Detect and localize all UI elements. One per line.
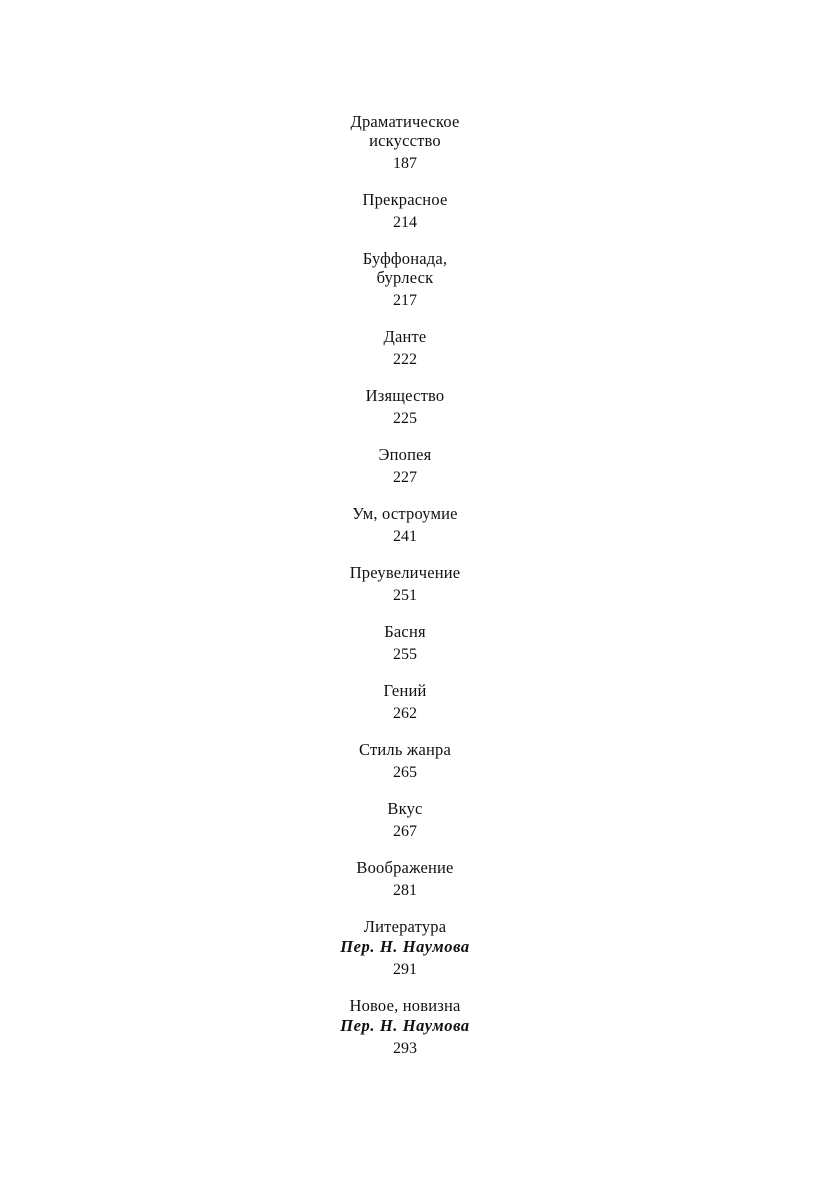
toc-entry-page-number: 267 <box>393 823 417 840</box>
toc-entry-title-line: Литература <box>363 917 447 936</box>
toc-entry-title-line: бурлеск <box>376 268 434 287</box>
toc-entry-title-line: Вкус <box>387 799 423 818</box>
toc-entry-title <box>285 445 525 464</box>
toc-entry-title <box>285 996 525 1015</box>
toc-entry-title-line: искусство <box>369 131 441 150</box>
toc-entry-title-line: Изящество <box>365 386 445 405</box>
toc-entry <box>285 858 525 900</box>
toc-entry <box>285 112 525 173</box>
toc-entry-title-line: Прекрасное <box>362 190 448 209</box>
toc-entry-title <box>285 622 525 641</box>
toc-entry-page-number: 217 <box>393 292 417 309</box>
toc-entry-title <box>285 917 525 936</box>
toc-entry-title <box>285 858 525 877</box>
toc-entry-page-number: 265 <box>393 764 417 781</box>
toc-entry-title <box>285 112 525 150</box>
toc-entry <box>285 190 525 232</box>
toc-entry <box>285 740 525 782</box>
toc-entry <box>285 799 525 841</box>
toc-entry-title-line: Ум, остроумие <box>352 504 458 523</box>
toc-entry-page-number: 187 <box>393 155 417 172</box>
toc-entry-page-number: 293 <box>393 1040 417 1057</box>
toc-entry-title <box>285 190 525 209</box>
toc-entry-page-number: 262 <box>393 705 417 722</box>
toc-entry-title <box>285 386 525 405</box>
toc-entry <box>285 445 525 487</box>
toc-entry <box>285 622 525 664</box>
toc-entry-translator: Пер. Н. Наумова <box>340 937 470 956</box>
toc-entry-title-line: Гений <box>383 681 427 700</box>
toc-entry-title <box>285 799 525 818</box>
toc-entry-page-number: 281 <box>393 882 417 899</box>
toc-entry-page-number: 291 <box>393 961 417 978</box>
toc-entry <box>285 917 525 979</box>
toc-entry-title <box>285 327 525 346</box>
toc-entry-title-line: Буффонада, <box>362 249 448 268</box>
toc-entry-page-number: 227 <box>393 469 417 486</box>
toc-entry-title-line: Данте <box>383 327 427 346</box>
toc-entry-title <box>285 249 525 287</box>
toc-entry-title-line: Эпопея <box>378 445 432 464</box>
toc-entry <box>285 681 525 723</box>
toc-entry-title-line: Преувеличение <box>349 563 461 582</box>
toc-entry-title <box>285 681 525 700</box>
toc-entry-page-number: 255 <box>393 646 417 663</box>
toc-entry <box>285 386 525 428</box>
toc-entry-page-number: 214 <box>393 214 417 231</box>
toc-entry <box>285 563 525 605</box>
toc-entry <box>285 504 525 546</box>
toc-entry-title <box>285 563 525 582</box>
toc-entry <box>285 249 525 310</box>
toc-entry-page-number: 251 <box>393 587 417 604</box>
toc-entry-page-number: 241 <box>393 528 417 545</box>
toc-entry-page-number: 225 <box>393 410 417 427</box>
toc-entry-title-line: Стиль жанра <box>358 740 452 759</box>
toc-entry-title-line: Драматическое <box>350 112 460 131</box>
toc-entry-translator: Пер. Н. Наумова <box>340 1016 470 1035</box>
table-of-contents <box>285 112 525 1075</box>
toc-entry-title-line: Басня <box>384 622 426 641</box>
toc-entry <box>285 327 525 369</box>
toc-entry-title <box>285 504 525 523</box>
toc-entry-page-number: 222 <box>393 351 417 368</box>
toc-entry-title-line: Новое, новизна <box>349 996 461 1015</box>
toc-entry-title <box>285 740 525 759</box>
toc-entry-title-line: Воображение <box>356 858 454 877</box>
toc-entry <box>285 996 525 1058</box>
